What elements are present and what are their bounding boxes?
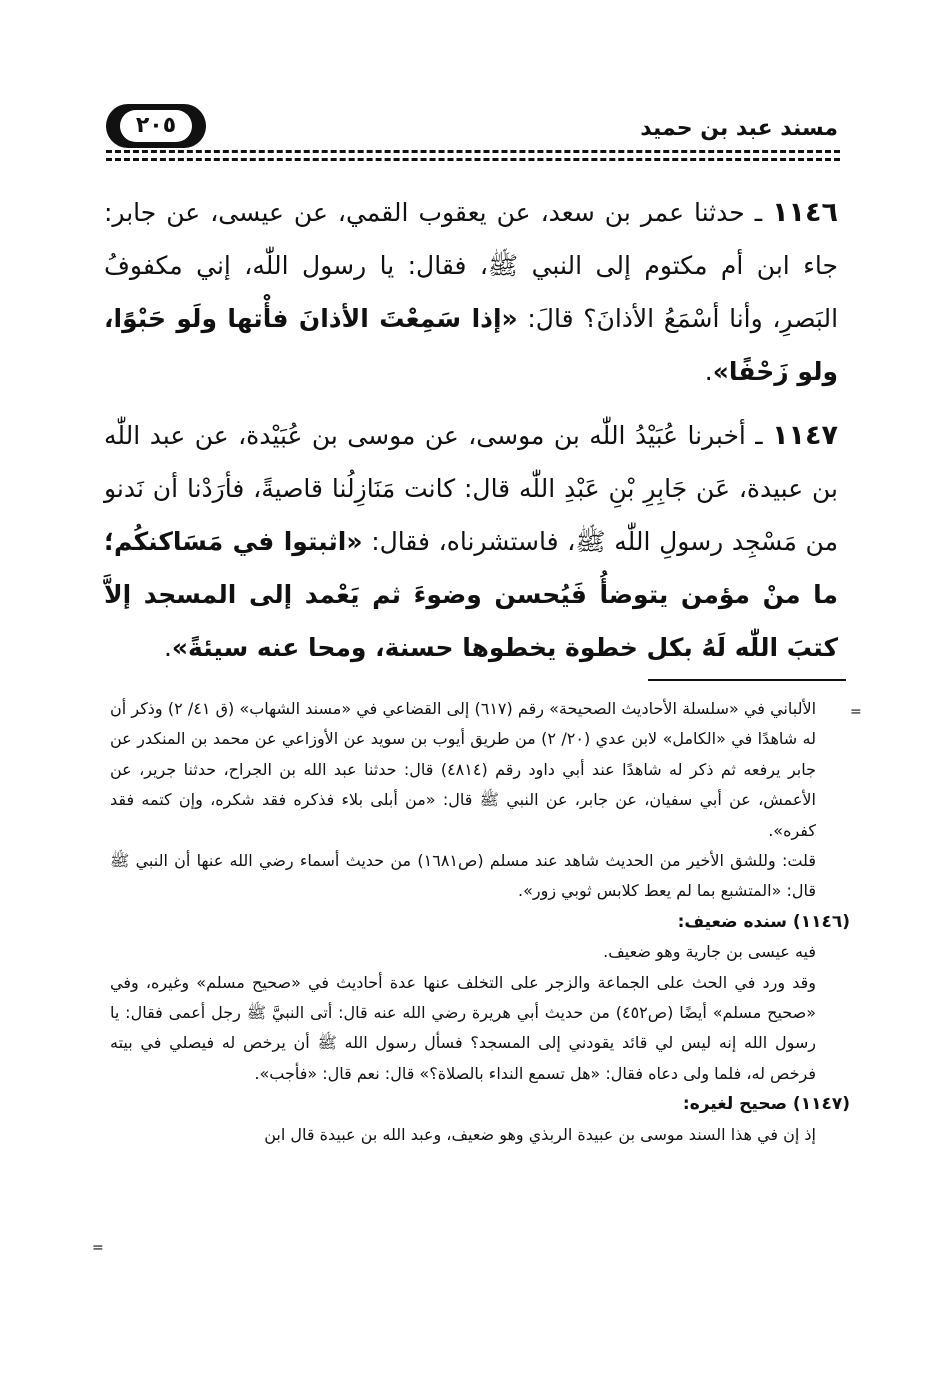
hadith-end: . [704, 357, 713, 386]
header-rule-bottom [106, 158, 840, 161]
footnote-separator [648, 679, 846, 681]
hadith-number: ١١٤٦ [772, 197, 838, 228]
footnote-1147-heading: (١١٤٧) صحيح لغيره: [682, 1094, 850, 1115]
page-number: ٢٠٥ [120, 110, 192, 142]
hadith-1146 [104, 186, 838, 398]
hadith-text: ـ حدثنا عمر بن سعد، عن يعقوب القمي، عن عيسى، عن جابر: جاء ابن أم مكتوم إلى النبي ﷺ، فقال: يا رسول اللّٰه، إني مكفوفُ البَصرِ، وأنا أسْمَعُ الأذانَ؟ قالَ: [104, 198, 839, 333]
footnotes [110, 694, 850, 1150]
hadith-1147 [104, 409, 838, 674]
hadith-number: ١١٤٧ [772, 420, 838, 451]
continuation-mark-end: = [92, 1240, 104, 1256]
hadith-quote: «اثبتوا في مَسَاكنكُم؛ ما منْ مؤمن يتوضأُ فَيُحسن وضوءَ ثم يَعْمد إلى المسجد إلاَّ كتبَ اللّٰه لَهُ بكل خطوة يخطوها حسنة، ومحا عنه سيئةً» [104, 527, 838, 662]
hadith-text: ـ أخبرنا عُبَيْدُ اللّٰه بن موسى، عن موسى بن عُبَيْدة، عن عبد اللّٰه بن عبيدة، عَن جَابِرِ بْنِ عَبْدِ اللّٰه قال: كانت مَنَازِلُنا قاصيةً، فأرَدْنا أن نَدنو من مَسْجِد رسولِ اللّٰه ﷺ، فاستشرناه، فقال: [104, 421, 838, 556]
header-rule-top [106, 150, 840, 153]
main-text [104, 186, 838, 685]
hadith-quote: «إذا سَمِعْتَ الأذانَ فأْتها ولَو حَبْوًا، ولو زَحْفًا» [104, 304, 838, 386]
footnote-remark: قلت: وللشق الأخير من الحديث شاهد عند مسلم (ص١٦٨١) من حديث أسماء رضي الله عنها أن النبي ﷺ قال: «المتشبع بما لم يعط كلابس ثوبي زور». [110, 851, 817, 901]
running-header-title: مسند عبد بن حميد [640, 116, 838, 141]
hadith-end: . [163, 633, 172, 662]
continuation-mark: = [850, 704, 862, 720]
footnote-1146-heading: (١١٤٦) سنده ضعيف: [677, 911, 850, 932]
page-number-badge [106, 104, 206, 148]
footnote-1146-line: فيه عيسى بن جارية وهو ضعيف. [603, 942, 816, 962]
footnote-continuation: الألباني في «سلسلة الأحاديث الصحيحة» رقم (٦١٧) إلى القضاعي في «مسند الشهاب» (ق ٤١/ ٢) وذكر أن له شاهدًا في «الكامل» لابن عدي (٢٠/ ٢) من طريق أيوب بن سويد عن الأوزاعي عن محمد بن المنكدر عن جابر يرفعه ثم ذكر له شاهدًا عند أبي داود رقم (٤٨١٤) قال: حدثنا عبد الله بن الجراح، حدثنا جرير، عن الأعمش، عن أبي سفيان، عن جابر، عن النبي ﷺ قال: «من أبلى بلاء فذكره فقد شكره، وإن كتمه فقد كفره». [110, 699, 817, 840]
footnote-1146-text: وقد ورد في الحث على الجماعة والزجر على التخلف عنها عدة أحاديث في «صحيح مسلم» وغيره، وفي «صحيح مسلم» أيضًا (ص٤٥٢) من حديث أبي هريرة رضي الله عنه قال: أتى النبيَّ ﷺ رجل أعمى فقال: يا رسول الله إنه ليس لي قائد يقودني إلى المسجد؟ فسأل رسول الله ﷺ أن يرخص له فيصلي في بيته فرخص له، فلما ولى دعاه فقال: «هل تسمع النداء بالصلاة؟» قال: نعم قال: «فأجب». [110, 972, 816, 1083]
footnote-1147-text: إذ إن في هذا السند موسى بن عبيدة الربذي وهو ضعيف، وعبد الله بن عبيدة قال ابن [264, 1124, 816, 1144]
